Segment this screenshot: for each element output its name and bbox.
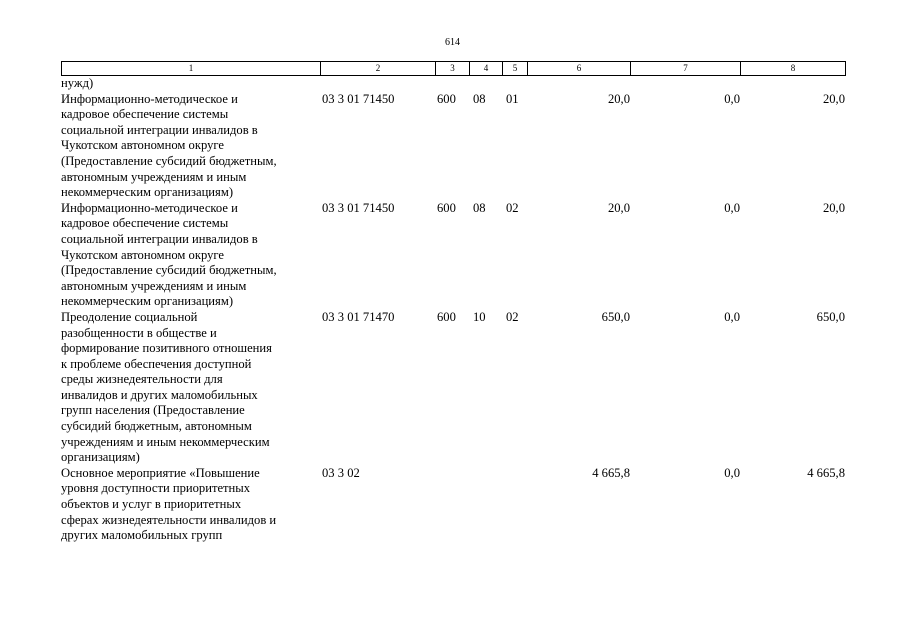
description-line: социальной интеграции инвалидов в	[61, 122, 258, 137]
row-col-8: 20,0	[822, 91, 845, 106]
row-col-6: 20,0	[607, 91, 630, 106]
description-line: некоммерческим организациям)	[61, 294, 234, 309]
row-col-7: 0,0	[724, 91, 740, 106]
description-line: (Предоставление субсидий бюджетным,	[61, 263, 277, 278]
description-line: Информационно-методическое и	[61, 200, 238, 215]
row-col-5: 02	[506, 200, 519, 215]
description-line: других маломобильных групп	[61, 528, 223, 543]
row-col-7: 0,0	[724, 200, 740, 215]
table-row	[61, 466, 845, 544]
table-header	[61, 61, 846, 76]
row-code: 03 3 02	[322, 465, 360, 480]
description-line: учреждениям и иным некоммерческим	[61, 434, 270, 449]
row-col-5: 01	[506, 91, 519, 106]
row-description	[61, 201, 320, 310]
row-col-4: 08	[473, 200, 486, 215]
row-col-3: 600	[437, 91, 456, 106]
rows-container	[61, 92, 845, 544]
description-line: (Предоставление субсидий бюджетным,	[61, 153, 277, 168]
column-header-4: 4	[470, 62, 503, 76]
row-col-7: 0,0	[724, 465, 740, 480]
description-line: автономным учреждениям и иным	[61, 169, 247, 184]
description-line: организациям)	[61, 450, 140, 465]
description-line: социальной интеграции инвалидов в	[61, 231, 258, 246]
row-col-8: 20,0	[822, 200, 845, 215]
description-line: групп населения (Предоставление	[61, 403, 245, 418]
column-header-6: 6	[528, 62, 631, 76]
description-line: Чукотском автономном округе	[61, 138, 224, 153]
description-line: разобщенности в обществе и	[61, 325, 217, 340]
column-header-1: 1	[62, 62, 321, 76]
table-row	[61, 201, 845, 310]
table-body	[61, 76, 845, 544]
row-col-6: 650,0	[601, 309, 630, 324]
description-line: Информационно-методическое и	[61, 91, 238, 106]
description-line: уровня доступности приоритетных	[61, 481, 251, 496]
description-line: сферах жизнедеятельности инвалидов и	[61, 512, 277, 527]
description-line: автономным учреждениям и иным	[61, 278, 247, 293]
description-line: формирование позитивного отношения	[61, 341, 272, 356]
row-code: 03 3 01 71450	[322, 200, 395, 215]
description-line: Основное мероприятие «Повышение	[61, 465, 260, 480]
row-description	[61, 92, 320, 201]
description-line: некоммерческим организациям)	[61, 185, 234, 200]
row-description	[61, 310, 320, 466]
description-line: кадровое обеспечение системы	[61, 107, 229, 122]
row-col-3: 600	[437, 200, 456, 215]
row-code: 03 3 01 71450	[322, 91, 395, 106]
description-line: среды жизнедеятельности для	[61, 372, 223, 387]
description-line: инвалидов и других маломобильных	[61, 387, 258, 402]
row-col-4: 10	[473, 309, 486, 324]
description-line: Преодоление социальной	[61, 309, 198, 324]
row-col-4: 08	[473, 91, 486, 106]
row-col-7: 0,0	[724, 309, 740, 324]
table-row	[61, 92, 845, 201]
column-header-8: 8	[741, 62, 846, 76]
row-col-3: 600	[437, 309, 456, 324]
continuation-text: нужд)	[61, 76, 94, 90]
column-header-7: 7	[631, 62, 741, 76]
page-number: 614	[445, 37, 460, 48]
row-code: 03 3 01 71470	[322, 309, 395, 324]
column-header-3: 3	[436, 62, 470, 76]
description-line: Чукотском автономном округе	[61, 247, 224, 262]
description-line: объектов и услуг в приоритетных	[61, 497, 242, 512]
table-row	[61, 310, 845, 466]
row-col-5: 02	[506, 309, 519, 324]
row-description	[61, 466, 320, 544]
row-col-8: 4 665,8	[807, 465, 845, 480]
continuation-row	[61, 76, 845, 92]
row-col-6: 20,0	[607, 200, 630, 215]
column-header-2: 2	[321, 62, 436, 76]
column-header-5: 5	[503, 62, 528, 76]
description-line: кадровое обеспечение системы	[61, 216, 229, 231]
row-col-6: 4 665,8	[592, 465, 630, 480]
description-line: субсидий бюджетным, автономным	[61, 419, 252, 434]
row-col-8: 650,0	[816, 309, 845, 324]
description-line: к проблеме обеспечения доступной	[61, 356, 252, 371]
